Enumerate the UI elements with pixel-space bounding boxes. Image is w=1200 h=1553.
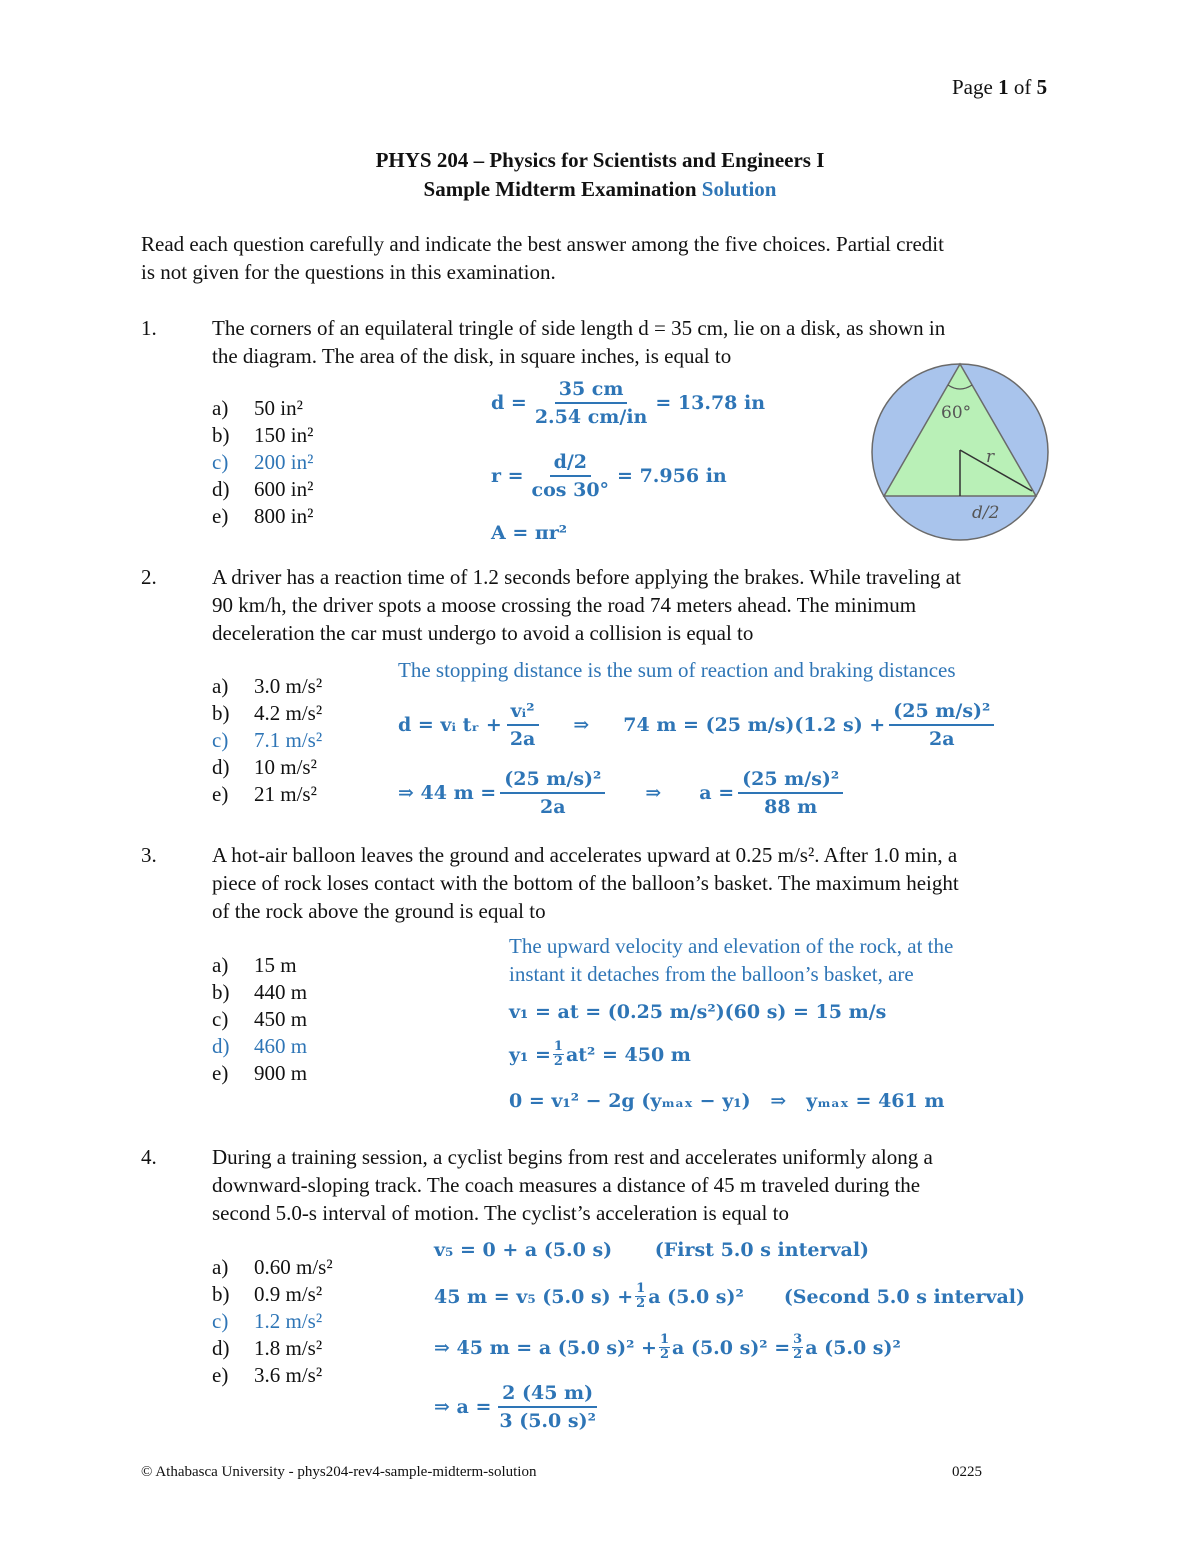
equation: 45 m = v₅ (5.0 s) + $\frac{1}{2}$ a (5.0 s)² (Second 5.0 s interval): [434, 1281, 1026, 1311]
option-value: 450 m: [254, 1007, 308, 1031]
equation: d = vᵢ tᵣ + $\frac{\text{vᵢ²}}{2a}$ ⇒ 74 m = (25 m/s)(1.2 s) + $\frac{\text{(25 m/s)²}}{2a}$: [398, 700, 998, 750]
option-label: b): [212, 701, 230, 725]
equation: A = πr²: [491, 522, 568, 544]
answer-option: [212, 700, 322, 727]
page-subtitle: Sample Midterm Examination Solution: [423, 177, 777, 201]
option-label: a): [212, 674, 229, 698]
instructions: Read each question carefully and indicate the best answer among the five choices. Partial credit is not given for the questions in this examination.: [141, 232, 944, 284]
equation: d = $\frac{35 cm}{2.54 cm/in}$ = 13.78 in: [491, 378, 766, 428]
option-value: 600 in²: [254, 477, 314, 501]
answer-option: [212, 673, 322, 700]
answer-option: [212, 1033, 307, 1060]
answer-option: [212, 1006, 307, 1033]
footer-left: © Athabasca University - phys204-rev4-sample-midterm-solution: [141, 1464, 537, 1480]
option-label: e): [212, 504, 229, 528]
answer-option: [212, 1308, 333, 1335]
answer-options: [212, 395, 313, 530]
option-value: 800 in²: [254, 504, 314, 528]
answer-option: [212, 503, 313, 530]
option-value: 440 m: [254, 980, 308, 1004]
option-label: c): [212, 450, 229, 474]
answer-option: [212, 1335, 333, 1362]
option-value: 3.0 m/s²: [254, 674, 323, 698]
page-title: PHYS 204 – Physics for Scientists and Engineers I: [375, 148, 825, 172]
option-value: 460 m: [254, 1034, 308, 1058]
answer-option: [212, 449, 313, 476]
answer-options: [212, 673, 322, 808]
option-label: d): [212, 1336, 230, 1360]
option-value: 150 in²: [254, 423, 314, 447]
equation: 0 = v₁² − 2g (yₘₐₓ − y₁) ⇒ yₘₐₓ = 461 m: [509, 1090, 945, 1112]
option-label: a): [212, 1255, 229, 1279]
option-label: b): [212, 1282, 230, 1306]
equation: v₅ = 0 + a (5.0 s) (First 5.0 s interval): [434, 1239, 870, 1261]
answer-options: [212, 1254, 333, 1389]
option-label: d): [212, 1034, 230, 1058]
option-label: e): [212, 1363, 229, 1387]
option-label: e): [212, 782, 229, 806]
option-value: 200 in²: [254, 450, 314, 474]
option-value: 4.2 m/s²: [254, 701, 323, 725]
option-label: b): [212, 980, 230, 1004]
question-text: During a training session, a cyclist begins from rest and accelerates uniformly along a downward-sloping track. The coach measures a distance of 45 m traveled during the second 5.0-s interval of motion. The cyclist’s acceleration is equal to: [212, 1145, 933, 1225]
option-label: a): [212, 396, 229, 420]
footer-right: 0225: [952, 1464, 982, 1480]
answer-option: [212, 422, 313, 449]
equation: ⇒ a = $\frac{2 (45 m)}{\text{3 (5.0 s)²}}$: [434, 1382, 596, 1432]
page-number: Page 1 of 5: [952, 75, 1048, 99]
option-value: 15 m: [254, 953, 297, 977]
option-label: c): [212, 1309, 229, 1333]
question-number: 4.: [141, 1145, 157, 1169]
question-number: 1.: [141, 316, 157, 340]
option-label: c): [212, 728, 229, 752]
equation: ⇒ 44 m = $\frac{\text{(25 m/s)²}}{2a}$ ⇒ a = $\frac{\text{(25 m/s)²}}{88 m}$: [398, 768, 847, 818]
answer-option: [212, 754, 322, 781]
answer-option: [212, 781, 322, 808]
option-value: 3.6 m/s²: [254, 1363, 323, 1387]
option-value: 1.2 m/s²: [254, 1309, 323, 1333]
question-number: 2.: [141, 565, 157, 589]
option-label: c): [212, 1007, 229, 1031]
answer-option: [212, 1060, 307, 1087]
equation: r = $\frac{d/2}{\cos 30^\circ}$ = 7.956 in: [491, 451, 727, 501]
radius-label: r: [986, 447, 995, 467]
answer-option: [212, 727, 322, 754]
disk-triangle-diagram: [868, 360, 1052, 544]
answer-option: [212, 476, 313, 503]
option-value: 0.60 m/s²: [254, 1255, 333, 1279]
option-value: 50 in²: [254, 396, 303, 420]
answer-options: [212, 952, 307, 1087]
option-value: 0.9 m/s²: [254, 1282, 323, 1306]
option-value: 7.1 m/s²: [254, 728, 323, 752]
option-label: e): [212, 1061, 229, 1085]
answer-option: [212, 1254, 333, 1281]
question-text: A driver has a reaction time of 1.2 seconds before applying the brakes. While traveling at 90 km/h, the driver spots a moose crossing the road 74 meters ahead. The minimum deceleration the car must undergo to avoid a collision is equal to: [212, 565, 961, 645]
solution-note: The upward velocity and elevation of the rock, at the instant it detaches from the balloon’s basket, are: [509, 934, 954, 986]
solution-note: The stopping distance is the sum of reaction and braking distances: [398, 658, 956, 682]
equation: y₁ = $\frac{1}{2}$ at² = 450 m: [509, 1039, 691, 1069]
answer-option: [212, 395, 313, 422]
equation: v₁ = at = (0.25 m/s²)(60 s) = 15 m/s: [509, 1001, 887, 1023]
question-number: 3.: [141, 843, 157, 867]
option-label: b): [212, 423, 230, 447]
option-value: 10 m/s²: [254, 755, 317, 779]
option-value: 900 m: [254, 1061, 308, 1085]
question-text: The corners of an equilateral tringle of side length d = 35 cm, lie on a disk, as shown in the diagram. The area of the disk, in square inches, is equal to: [212, 316, 946, 368]
angle-label: 60°: [941, 403, 972, 423]
option-value: 21 m/s²: [254, 782, 317, 806]
half-label: d/2: [972, 503, 1000, 523]
question-text: A hot-air balloon leaves the ground and accelerates upward at 0.25 m/s². After 1.0 min, a piece of rock loses contact with the bottom of the balloon’s basket. The maximum height of the rock above the ground is equal to: [212, 843, 959, 923]
answer-option: [212, 952, 307, 979]
equation: ⇒ 45 m = a (5.0 s)² + $\frac{1}{2}$ a (5.0 s)² = $\frac{3}{2}$ a (5.0 s)²: [434, 1332, 901, 1362]
answer-option: [212, 1362, 333, 1389]
option-value: 1.8 m/s²: [254, 1336, 323, 1360]
option-label: d): [212, 755, 230, 779]
option-label: a): [212, 953, 229, 977]
answer-option: [212, 979, 307, 1006]
answer-option: [212, 1281, 333, 1308]
option-label: d): [212, 477, 230, 501]
